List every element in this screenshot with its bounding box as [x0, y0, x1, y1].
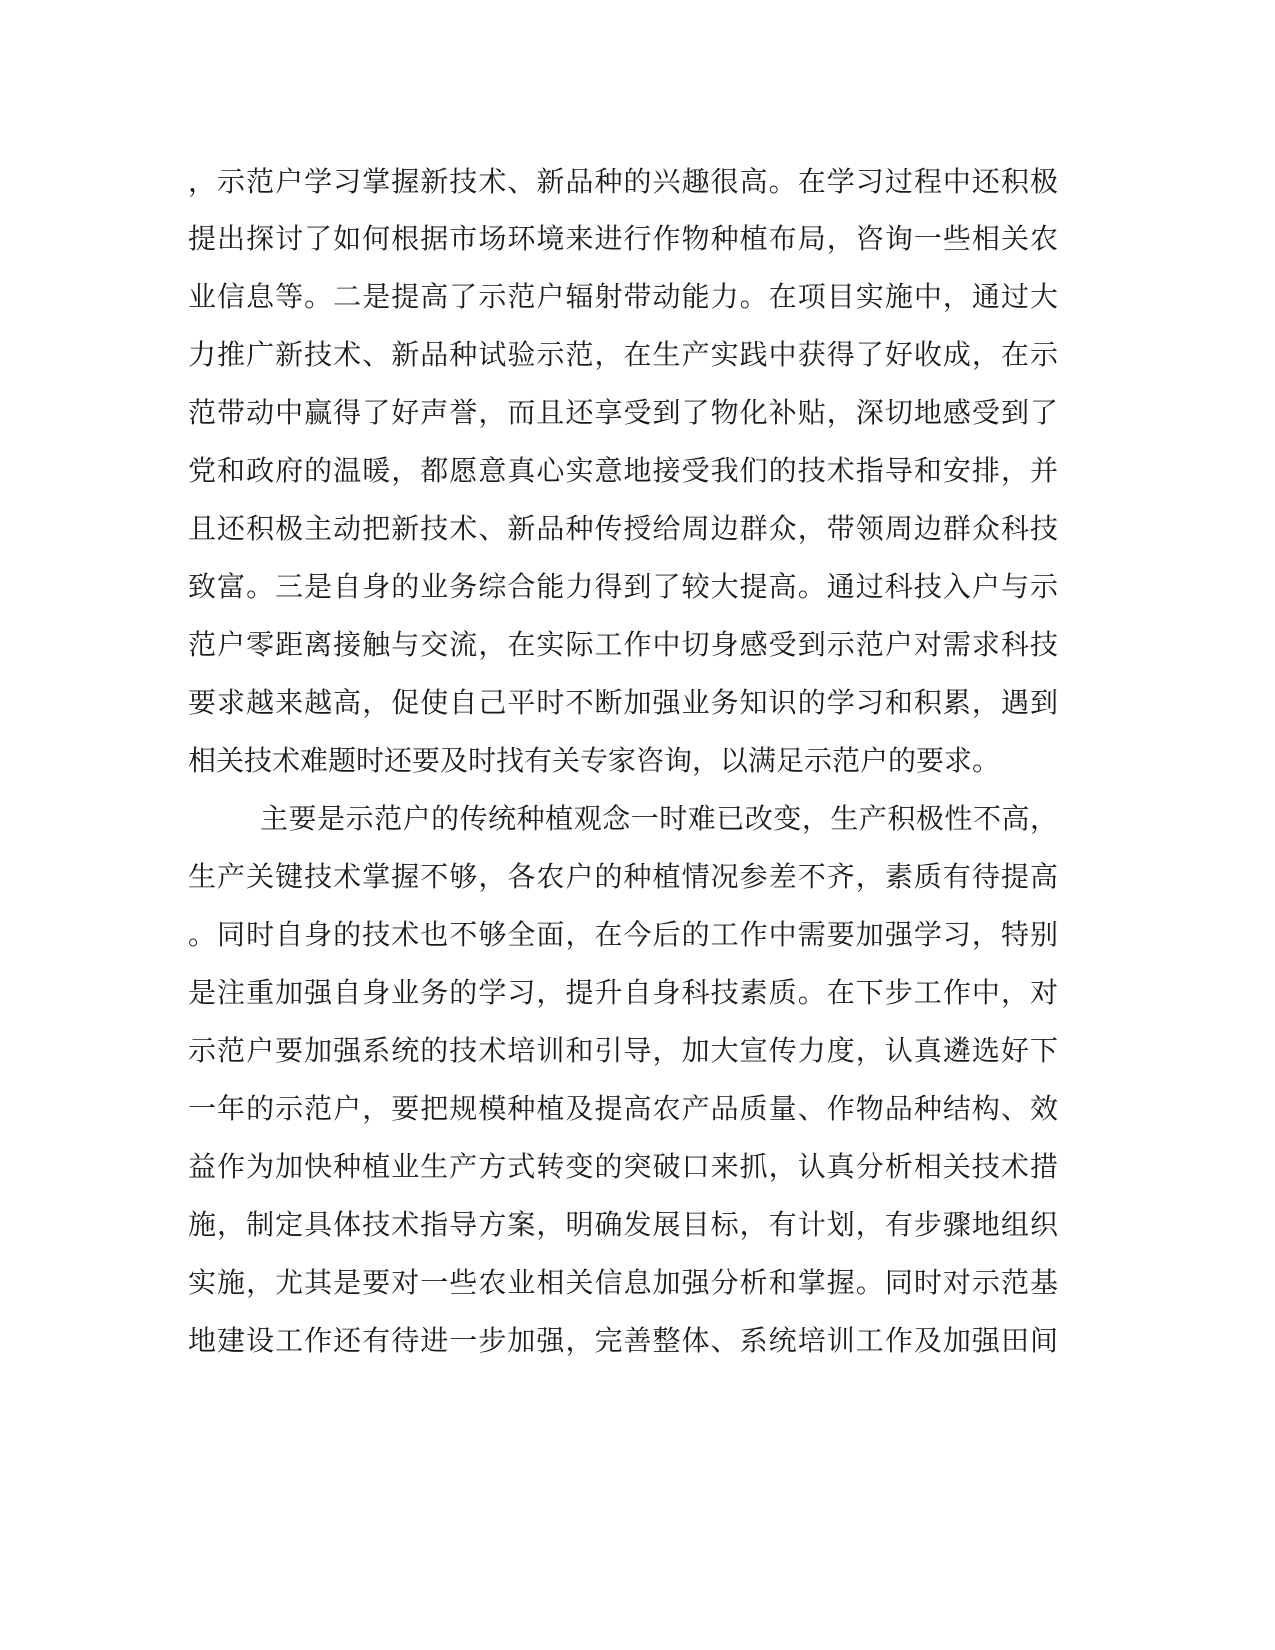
- text-line: 是注重加强自身业务的学习，提升自身科技素质。在下步工作中，对: [188, 976, 1058, 1009]
- paragraph-first-line: 主要是示范户的传统种植观念一时难已改变，生产积极性不高，: [260, 802, 1058, 835]
- text-line: 党和政府的温暖，都愿意真心实意地接受我们的技术指导和安排，并: [188, 454, 1058, 487]
- text-line: 一年的示范户，要把规模种植及提高农产品质量、作物品种结构、效: [188, 1092, 1058, 1125]
- text-line: 业信息等。二是提高了示范户辐射带动能力。在项目实施中，通过大: [188, 280, 1058, 313]
- text-line: 致富。三是自身的业务综合能力得到了较大提高。通过科技入户与示: [188, 570, 1058, 603]
- text-line: 力推广新技术、新品种试验示范，在生产实践中获得了好收成，在示: [188, 338, 1058, 371]
- text-line: 且还积极主动把新技术、新品种传授给周边群众，带领周边群众科技: [188, 512, 1058, 545]
- text-line: 要求越来越高，促使自己平时不断加强业务知识的学习和积累，遇到: [188, 686, 1058, 719]
- text-line: 生产关键技术掌握不够，各农户的种植情况参差不齐，素质有待提高: [188, 860, 1058, 893]
- text-line: 范户零距离接触与交流，在实际工作中切身感受到示范户对需求科技: [188, 628, 1058, 661]
- text-line: ，示范户学习掌握新技术、新品种的兴趣很高。在学习过程中还积极: [188, 165, 1058, 198]
- text-line: 施，制定具体技术指导方案，明确发展目标，有计划，有步骤地组织: [188, 1208, 1058, 1241]
- text-line: 益作为加快种植业生产方式转变的突破口来抓，认真分析相关技术措: [188, 1150, 1058, 1183]
- text-line: 范带动中赢得了好声誉，而且还享受到了物化补贴，深切地感受到了: [188, 396, 1058, 429]
- text-line: 实施，尤其是要对一些农业相关信息加强分析和掌握。同时对示范基: [188, 1266, 1058, 1299]
- text-line: 示范户要加强系统的技术培训和引导，加大宣传力度，认真遴选好下: [188, 1034, 1058, 1067]
- text-line: 。同时自身的技术也不够全面，在今后的工作中需要加强学习，特别: [188, 918, 1058, 951]
- text-line: 地建设工作还有待进一步加强，完善整体、系统培训工作及加强田间: [188, 1324, 1058, 1357]
- text-line: 相关技术难题时还要及时找有关专家咨询，以满足示范户的要求。: [188, 744, 1001, 777]
- text-line: 提出探讨了如何根据市场环境来进行作物种植布局，咨询一些相关农: [188, 222, 1058, 255]
